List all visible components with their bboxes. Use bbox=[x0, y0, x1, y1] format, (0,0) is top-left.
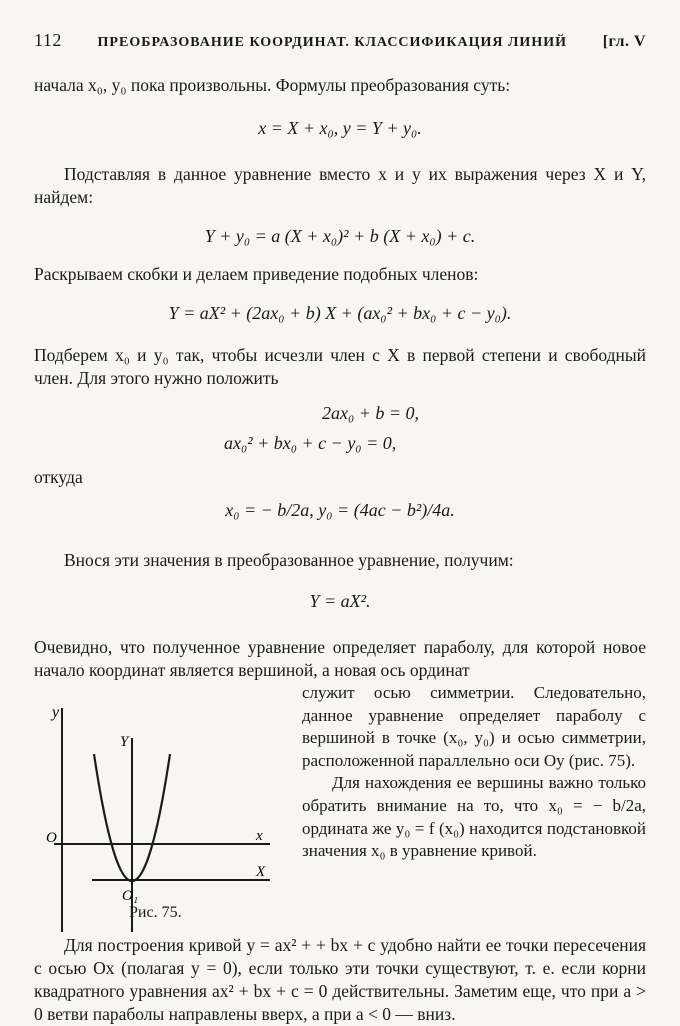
equation-canonical: Y = aX². bbox=[309, 591, 371, 611]
label-O1: O₁ bbox=[122, 888, 139, 904]
equation-system bbox=[224, 398, 646, 458]
figure-block bbox=[34, 682, 646, 932]
system-line-2: ax₀² + bx₀ + c − y₀ = 0, bbox=[224, 433, 397, 453]
paragraph-10: Для построения кривой y = ax² + + bx + c удобно найти ее точки пересечения с осью Ox (полагая y = 0), если только эти точки существуют, т. е. если корни квадратного уравнения ax² + bx + c = 0 действительны. Заметим еще, что при a > 0 ветви параболы направлены вверх, а при a < 0 — вниз. bbox=[34, 935, 646, 1024]
label-X: X bbox=[256, 864, 266, 880]
running-title: ПРЕОБРАЗОВАНИЕ КООРДИНАТ. КЛАССИФИКАЦИЯ ЛИНИЙ bbox=[97, 35, 567, 50]
paragraph-9: Для нахождения ее вершины важно только обратить внимание на то, что x₀ = − b/2a, ордината же y₀ = f (x₀) находится подстановкой значения x₀ в уравнение кривой. bbox=[302, 773, 646, 861]
paragraph-5: откуда bbox=[34, 467, 83, 487]
parabola-figure bbox=[34, 682, 284, 932]
figure-caption: Рис. 75. bbox=[129, 904, 182, 921]
paragraph-7: Очевидно, что полученное уравнение определяет параболу, для которой новое начало координат является вершиной, а новая ось ординат bbox=[34, 637, 646, 680]
label-x: x bbox=[256, 828, 263, 844]
equation-substituted: Y + y₀ = a (X + x₀)² + b (X + x₀) + c. bbox=[204, 226, 476, 246]
paragraph-8: служит осью симметрии. Следовательно, данное уравнение определяет параболу с вершиной в точке (x₀, y₀) и осью симметрии, расположенной параллельно оси Oy (рис. 75). bbox=[302, 683, 646, 770]
equation-expanded: Y = aX² + (2ax₀ + b) X + (ax₀² + bx₀ + c − y₀). bbox=[168, 303, 512, 323]
equation-vertex: x₀ = − b/2a, y₀ = (4ac − b²)/4a. bbox=[225, 500, 455, 520]
book-page bbox=[34, 30, 646, 1026]
chapter-label: [гл. V bbox=[602, 33, 646, 50]
paragraph-1: начала x₀, y₀ пока произвольны. Формулы преобразования суть: bbox=[34, 75, 511, 95]
paragraph-4: Подберем x₀ и y₀ так, чтобы исчезли член с X в первой степени и свободный член. Для этого нужно положить bbox=[34, 345, 646, 388]
figure-side-text bbox=[302, 682, 646, 863]
label-y: y bbox=[52, 704, 60, 721]
equation-substitution: x = X + x₀, y = Y + y₀. bbox=[258, 118, 422, 138]
running-header bbox=[34, 30, 646, 58]
paragraph-6: Внося эти значения в преобразованное уравнение, получим: bbox=[64, 550, 514, 570]
label-O: O bbox=[46, 830, 57, 846]
page-number: 112 bbox=[34, 30, 62, 50]
system-line-1: 2ax₀ + b = 0, bbox=[322, 403, 420, 423]
paragraph-3: Раскрываем скобки и делаем приведение подобных членов: bbox=[34, 264, 479, 284]
paragraph-2: Подставляя в данное уравнение вместо x и y их выражения через X и Y, найдем: bbox=[34, 164, 646, 207]
label-Y: Y bbox=[120, 734, 129, 750]
